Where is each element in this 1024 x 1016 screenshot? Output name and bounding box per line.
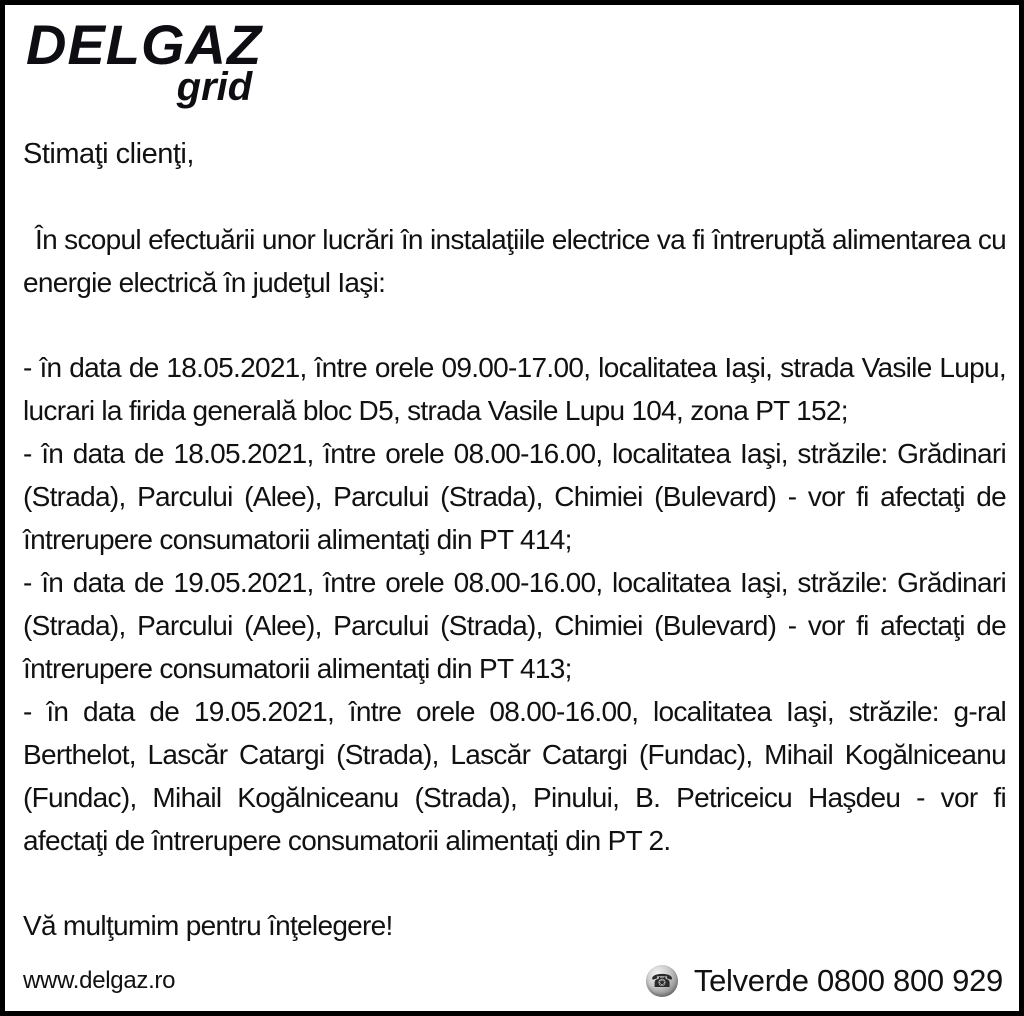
phone-icon xyxy=(646,965,678,997)
telverde-contact xyxy=(646,963,1003,999)
phone-icon-glyph: ☎ xyxy=(650,971,673,991)
intro-paragraph: În scopul efectuării unor lucrări în instalaţiile electrice va fi întreruptă alimentarea cu energie electrică în judeţul Iaşi: xyxy=(23,224,1006,298)
greeting-text: Stimaţi clienţi, xyxy=(23,138,194,170)
outage-item: - în data de 19.05.2021, între orele 08.00-16.00, localitatea Iaşi, străzile: g-ral Berthelot, Lascăr Catargi (Strada), Lascăr Catargi (Fundac), Mihail Kogălniceanu (Fundac), Mihail Kogălniceanu (Strada), Pinului, B. Petriceicu Haşdeu - vor fi afectaţi de întrerupere consumatorii alimentaţi din PT 2. xyxy=(23,696,1006,856)
outage-item: - în data de 19.05.2021, între orele 08.00-16.00, localitatea Iaşi, străzile: Grădinari (Strada), Parcului (Alee), Parcului (Strada), Chimiei (Bulevard) - vor fi afectaţi de întrerupere consumatorii alimentaţi din PT 413; xyxy=(23,567,1006,684)
outage-item: - în data de 18.05.2021, între orele 09.00-17.00, localitatea Iaşi, strada Vasile Lupu, lucrari la firida generală bloc D5, strada Vasile Lupu 104, zona PT 152; xyxy=(23,352,1006,426)
logo-brand-text: DELGAZ xyxy=(26,13,263,76)
outage-item: - în data de 18.05.2021, între orele 08.00-16.00, localitatea Iaşi, străzile: Grădinari (Strada), Parcului (Alee), Parcului (Strada), Chimiei (Bulevard) - vor fi afectaţi de întrerupere consumatorii alimentaţi din PT 414; xyxy=(23,438,1006,555)
closing-text: Vă mulţumim pentru înţelegere! xyxy=(23,910,393,941)
logo-sub-text: grid xyxy=(176,65,253,109)
outage-list xyxy=(18,346,1006,862)
phone-number-text: Telverde 0800 800 929 xyxy=(693,963,1003,998)
footer xyxy=(23,963,1003,999)
website-text: www.delgaz.ro xyxy=(23,967,176,994)
delgaz-grid-logo xyxy=(26,13,263,109)
